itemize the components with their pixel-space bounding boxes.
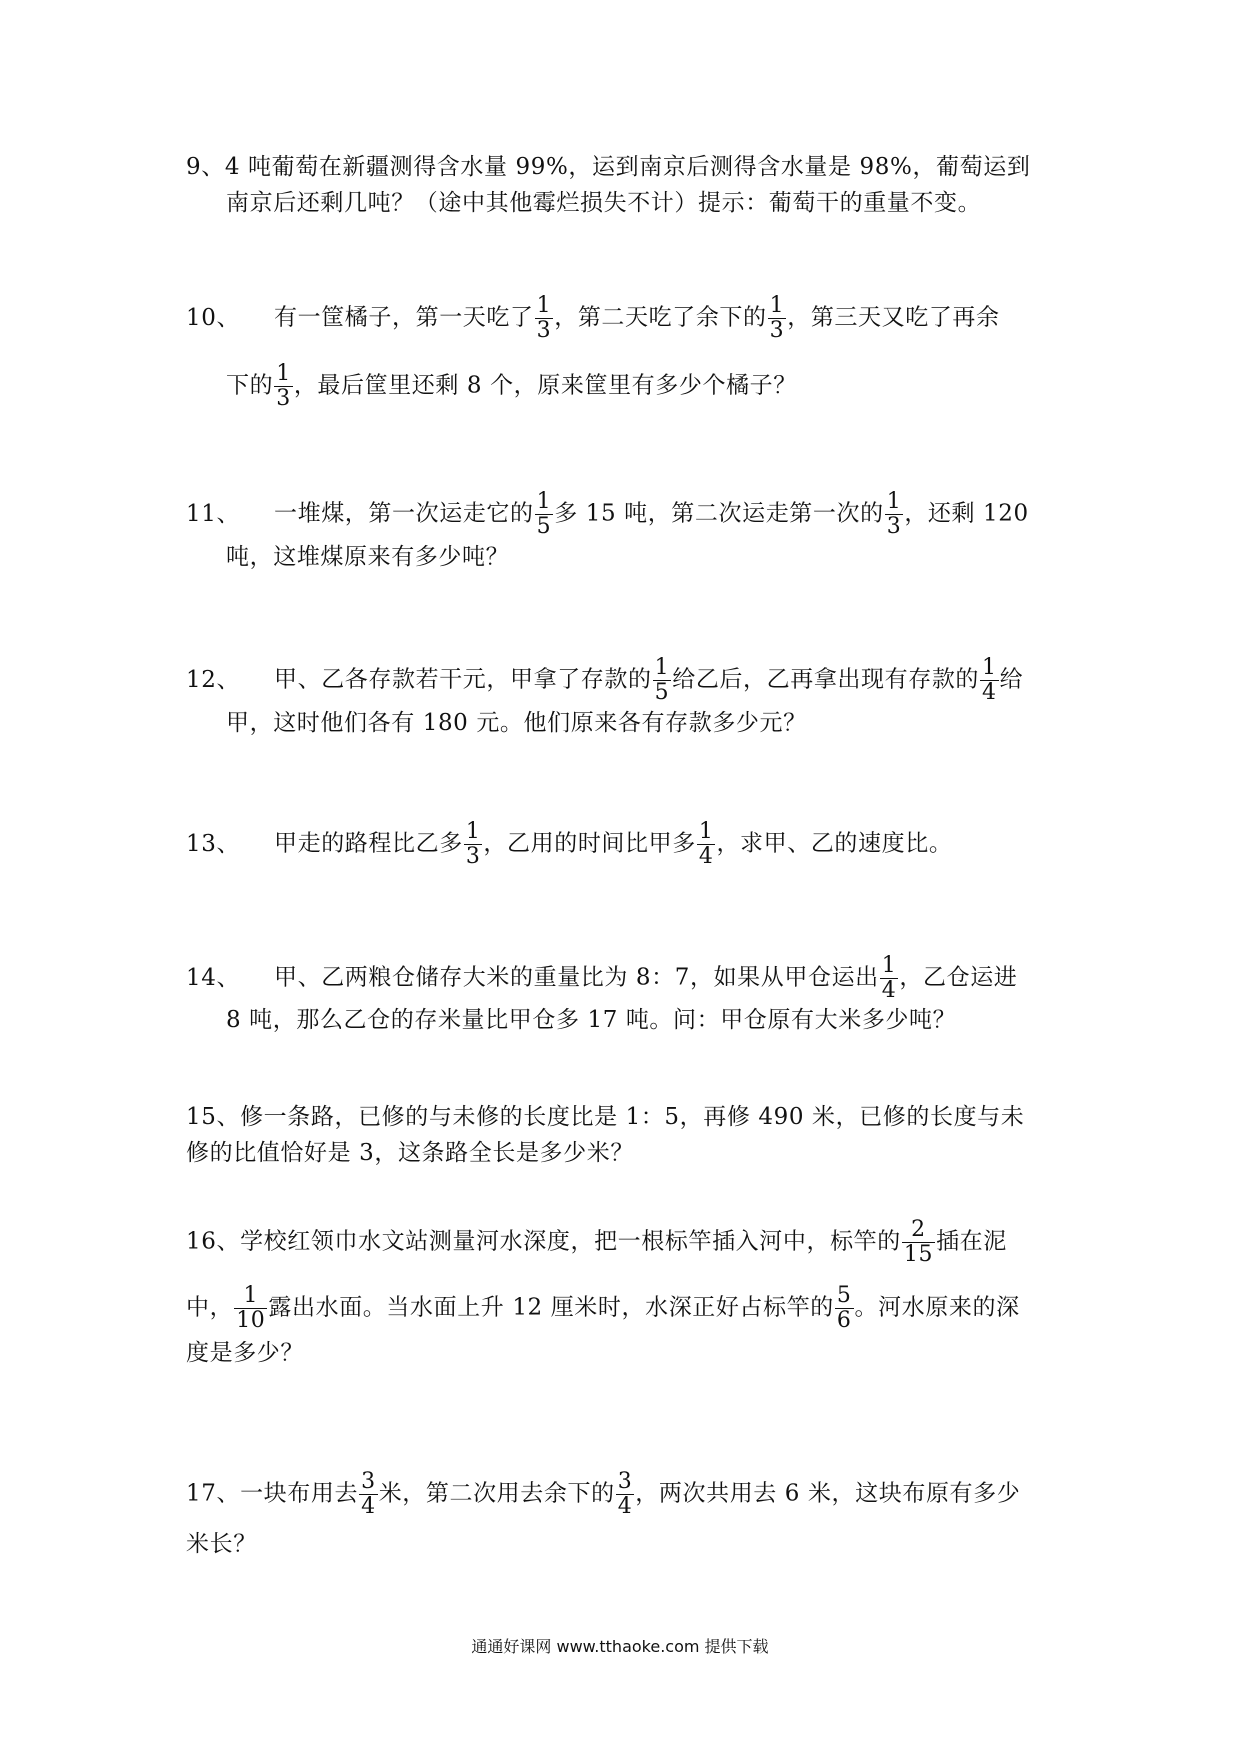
denominator: 4 <box>617 1494 633 1519</box>
denominator: 3 <box>536 318 552 343</box>
q12-line2 <box>226 706 807 740</box>
q17-text-2: 米，第二次用去余下的 <box>378 1480 615 1507</box>
q11-line2 <box>226 540 509 574</box>
q11-fraction-2 <box>885 490 904 539</box>
numerator: 1 <box>698 819 714 844</box>
q13-text-3: ，求甲、乙的速度比。 <box>716 830 953 857</box>
q12-text-2: 给乙后，乙再拿出现有存款的 <box>672 666 980 693</box>
q10-text-1: 有一筐橘子，第一天吃了 <box>274 304 534 331</box>
numerator: 2 <box>911 1217 926 1242</box>
q16-text-2: 插在泥 <box>936 1228 1007 1255</box>
q13-text-2: ，乙用的时间比甲多 <box>483 830 696 857</box>
q14-line2 <box>226 1003 956 1037</box>
q14-text-3: 8 吨，那么乙仓的存米量比甲仓多 17 吨。问：甲仓原有大米多少吨？ <box>226 1007 957 1033</box>
q16-fraction-3 <box>835 1284 854 1333</box>
q15-text-1: 15、修一条路，已修的与未修的长度比是 1：5，再修 490 米，已修的长度与未 <box>186 1104 1025 1130</box>
q13-number: 13、 <box>186 830 241 857</box>
q9-text-2: 南京后还剩几吨？（途中其他霉烂损失不计）提示：葡萄干的重量不变。 <box>226 190 982 216</box>
q12-text-1: 甲、乙各存款若干元，甲拿了存款的 <box>274 666 652 693</box>
q16-text-4: 露出水面。当水面上升 12 厘米时，水深正好占标竿的 <box>268 1294 834 1321</box>
page-footer: 通通好课网 www.tthaoke.com 提供下载 <box>471 1637 769 1656</box>
numerator: 1 <box>881 953 897 978</box>
q13-fraction-2 <box>697 820 716 869</box>
q12-line1 <box>186 656 1023 705</box>
q17-line2 <box>186 1527 257 1561</box>
numerator: 3 <box>617 1469 633 1494</box>
denominator: 4 <box>698 844 714 869</box>
q10-fraction-2 <box>768 294 787 343</box>
q13-line1 <box>186 820 952 869</box>
q10-number: 10、 <box>186 304 241 331</box>
denominator: 4 <box>361 1494 376 1519</box>
numerator: 1 <box>769 293 785 318</box>
q17-text-1: 17、一块布用去 <box>186 1480 359 1507</box>
q10-fraction-1 <box>535 294 554 343</box>
q10-text-4: 下的 <box>226 372 274 399</box>
q12-text-4: 甲，这时他们各有 180 元。他们原来各有存款多少元？ <box>226 710 807 736</box>
q17-fraction-1 <box>359 1470 378 1519</box>
q17-line1 <box>186 1470 1020 1519</box>
q13-fraction-1 <box>464 820 483 869</box>
q9-line1 <box>186 150 1030 184</box>
q17-text-4: 米长？ <box>186 1531 257 1557</box>
numerator: 1 <box>654 655 670 680</box>
q10-text-2: ，第二天吃了余下的 <box>554 304 767 331</box>
numerator: 3 <box>361 1469 376 1494</box>
denominator: 3 <box>886 514 902 539</box>
q12-fraction-2 <box>980 656 999 705</box>
q12-fraction-1 <box>653 656 672 705</box>
q16-line3 <box>186 1336 304 1370</box>
q14-line1 <box>186 954 1017 1003</box>
q12-number: 12、 <box>186 666 241 693</box>
q13-text-1: 甲走的路程比乙多 <box>274 830 463 857</box>
q11-text-2: 多 15 吨，第二次运走第一次的 <box>554 500 884 527</box>
numerator: 5 <box>836 1283 852 1308</box>
denominator: 3 <box>769 318 785 343</box>
denominator: 3 <box>276 386 291 411</box>
q9-text-1: 4 吨葡萄在新疆测得含水量 99%，运到南京后测得含水量是 98%，葡萄运到 <box>224 154 1031 180</box>
q15-line2 <box>186 1136 634 1170</box>
numerator: 1 <box>982 655 997 680</box>
denominator: 4 <box>881 978 897 1003</box>
q16-line1 <box>186 1218 1007 1267</box>
numerator: 1 <box>276 361 291 386</box>
q10-text-5: ，最后筐里还剩 8 个，原来筐里有多少个橘子？ <box>293 372 797 399</box>
q17-fraction-2 <box>616 1470 635 1519</box>
q11-line1 <box>186 490 1029 539</box>
denominator: 6 <box>836 1308 852 1333</box>
denominator: 5 <box>536 514 552 539</box>
q11-fraction-1 <box>535 490 554 539</box>
q12-text-3: 给 <box>999 666 1024 693</box>
q14-text-2: ，乙仓运进 <box>899 964 1018 991</box>
numerator: 1 <box>536 489 552 514</box>
numerator: 1 <box>536 293 552 318</box>
q16-text-6: 度是多少？ <box>186 1340 304 1366</box>
q11-text-4: 吨，这堆煤原来有多少吨？ <box>226 544 510 570</box>
q16-text-1: 16、学校红领巾水文站测量河水深度，把一根标竿插入河中，标竿的 <box>186 1228 901 1255</box>
q15-text-2: 修的比值恰好是 3，这条路全长是多少米？ <box>186 1140 634 1166</box>
denominator: 15 <box>903 1242 934 1267</box>
q16-text-3: 中， <box>186 1294 234 1321</box>
q16-text-5: 。河水原来的深 <box>854 1294 1020 1321</box>
q11-number: 11、 <box>186 500 241 527</box>
numerator: 1 <box>243 1283 259 1308</box>
q11-text-3: ，还剩 120 <box>904 500 1029 527</box>
q16-fraction-2 <box>234 1284 267 1333</box>
q14-fraction-1 <box>880 954 899 1003</box>
denominator: 10 <box>236 1308 266 1333</box>
q16-fraction-1 <box>902 1218 935 1267</box>
q10-fraction-3 <box>274 362 293 411</box>
q14-text-1: 甲、乙两粮仓储存大米的重量比为 8：7，如果从甲仓运出 <box>274 964 879 991</box>
numerator: 1 <box>465 819 481 844</box>
q17-text-3: ，两次共用去 6 米，这块布原有多少 <box>635 1480 1021 1507</box>
q10-line2 <box>226 362 797 411</box>
q10-text-3: ，第三天又吃了再余 <box>787 304 1000 331</box>
q11-text-1: 一堆煤，第一次运走它的 <box>274 500 534 527</box>
denominator: 4 <box>982 680 997 705</box>
numerator: 1 <box>886 489 902 514</box>
q15-line1 <box>186 1100 1024 1134</box>
q9-number: 9、 <box>186 154 225 180</box>
q9-line2 <box>226 186 981 220</box>
q10-line1 <box>186 294 1000 343</box>
q14-number: 14、 <box>186 964 241 991</box>
denominator: 3 <box>465 844 481 869</box>
q16-line2 <box>186 1284 1020 1333</box>
denominator: 5 <box>654 680 670 705</box>
